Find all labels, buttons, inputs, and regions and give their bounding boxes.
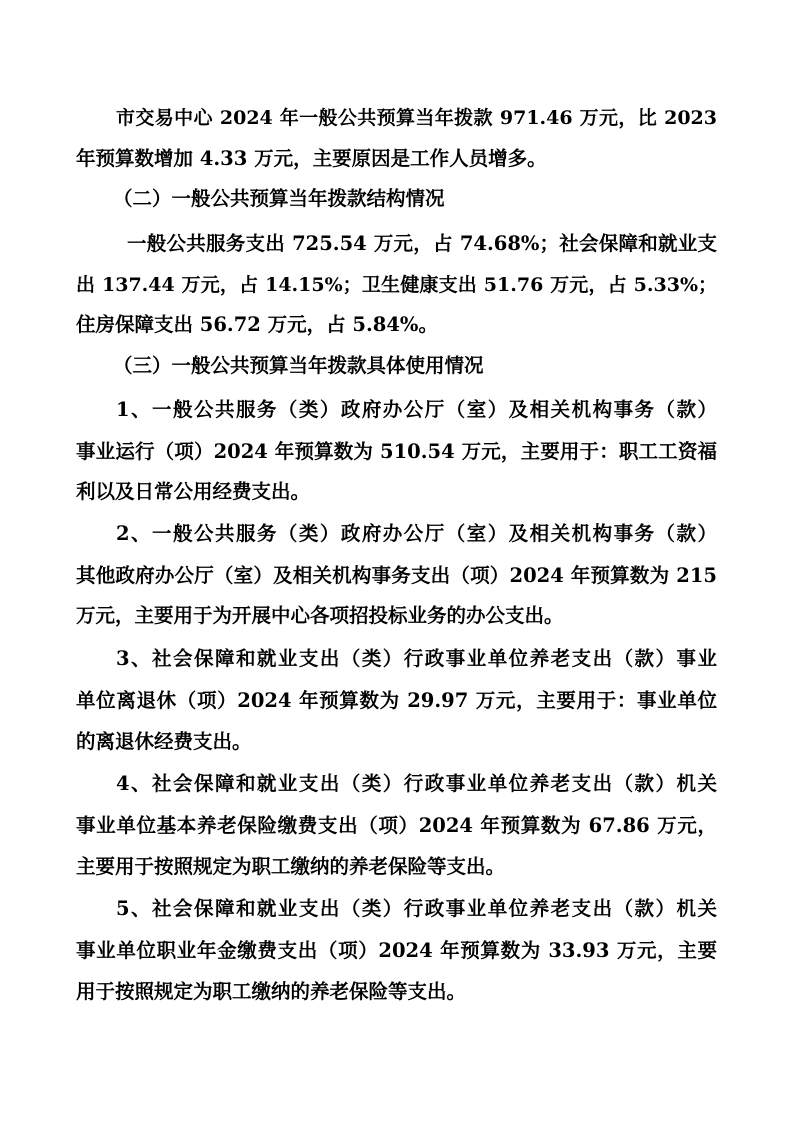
list-item-line: 3、社会保障和就业支出（类）行政事业单位养老支出（款）事业 (116, 647, 717, 670)
section-heading: （三）一般公共预算当年拨款具体使用情况 (113, 354, 484, 377)
list-item-line: 事业单位职业年金缴费支出（项）2024 年预算数为 33.93 万元，主要 (76, 939, 717, 962)
list-item-line: 利以及日常公用经费支出。 (76, 480, 311, 503)
list-item-line: 5、社会保障和就业支出（类）行政事业单位养老支出（款）机关 (116, 897, 717, 920)
section-heading: （二）一般公共预算当年拨款结构情况 (113, 187, 445, 210)
list-item-line: 事业单位基本养老保险缴费支出（项）2024 年预算数为 67.86 万元， (76, 814, 717, 837)
list-item-line: 单位离退休（项）2024 年预算数为 29.97 万元，主要用于：事业单位 (76, 689, 717, 712)
list-item-line: 主要用于按照规定为职工缴纳的养老保险等支出。 (76, 855, 506, 878)
list-item-line: 万元，主要用于为开展中心各项招投标业务的办公支出。 (76, 604, 564, 627)
paragraph-line: 年预算数增加 4.33 万元，主要原因是工作人员增多。 (76, 147, 547, 170)
list-item-line: 2、一般公共服务（类）政府办公厅（室）及相关机构事务（款） (116, 522, 717, 545)
list-item-line: 事业运行（项）2024 年预算数为 510.54 万元，主要用于：职工工资福 (76, 440, 717, 463)
paragraph-line: 出 137.44 万元，占 14.15%；卫生健康支出 51.76 万元，占 5.33%； (76, 274, 717, 296)
list-item-line: 1、一般公共服务（类）政府办公厅（室）及相关机构事务（款） (116, 398, 717, 421)
list-item-line: 的离退休经费支出。 (76, 730, 252, 753)
paragraph-line: 市交易中心 2024 年一般公共预算当年拨款 971.46 万元，比 2023 (116, 107, 717, 129)
paragraph-line: 一般公共服务支出 725.54 万元，占 74.68%；社会保障和就业支 (127, 232, 717, 255)
list-item-line: 其他政府办公厅（室）及相关机构事务支出（项）2024 年预算数为 215 (76, 564, 717, 587)
list-item-line: 用于按照规定为职工缴纳的养老保险等支出。 (76, 980, 467, 1003)
paragraph-line: 住房保障支出 56.72 万元，占 5.84%。 (76, 313, 438, 336)
list-item-line: 4、社会保障和就业支出（类）行政事业单位养老支出（款）机关 (116, 772, 717, 795)
